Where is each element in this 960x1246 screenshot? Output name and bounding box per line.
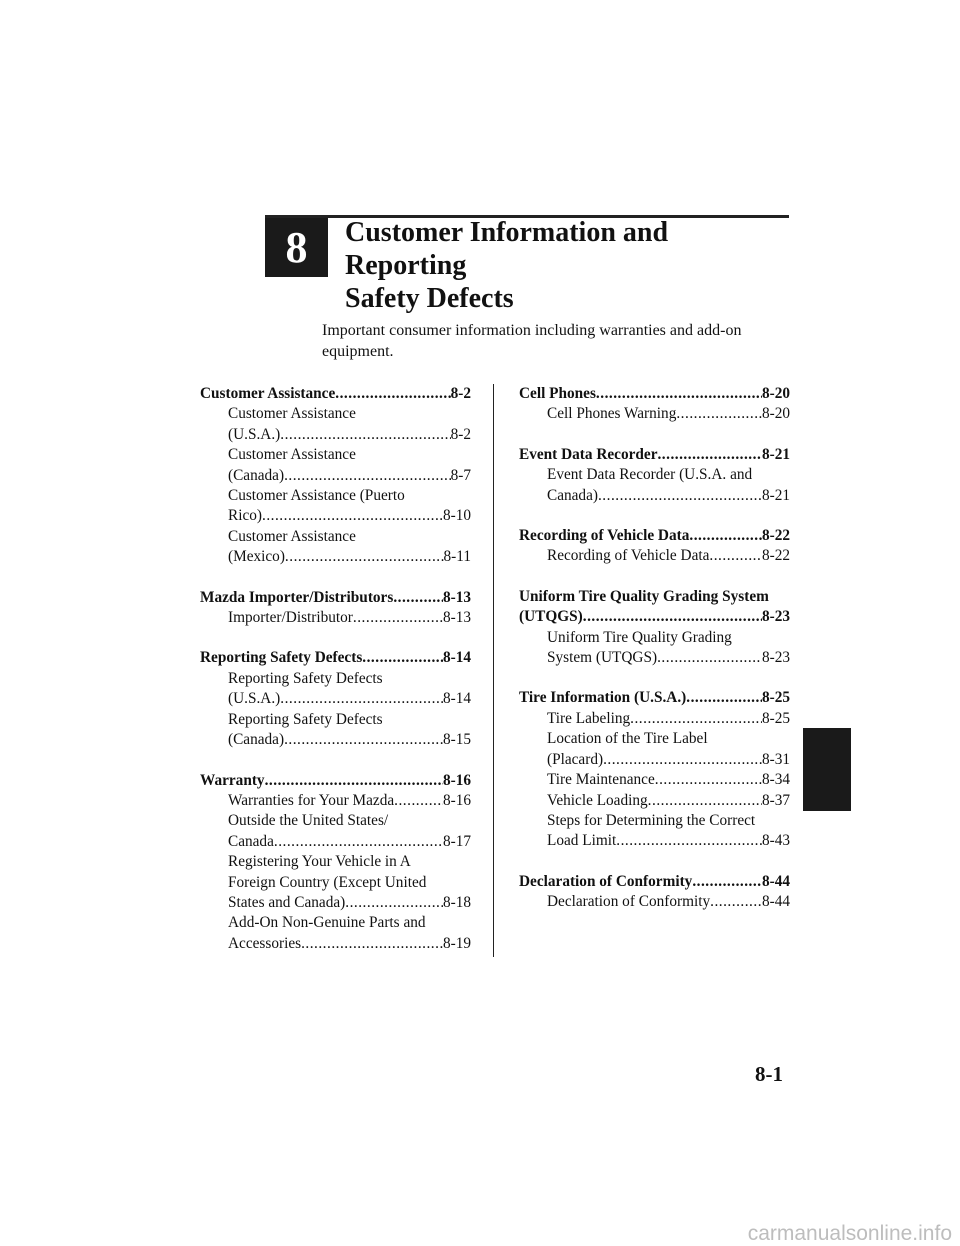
toc-entry[interactable] (519, 628, 790, 669)
toc-entry[interactable] (519, 791, 790, 811)
toc-section (200, 648, 471, 750)
toc-entry-line-text: Canada) (547, 486, 598, 504)
toc-entry-line (228, 832, 471, 852)
toc-entry-line-page: 8-31 (761, 750, 790, 768)
dot-leader (709, 546, 762, 566)
toc-entry-line-text: (Mexico) (228, 548, 285, 566)
toc-entry-line-page: 8-34 (761, 771, 790, 789)
toc-section (519, 587, 790, 669)
toc-entry[interactable] (200, 913, 471, 954)
toc-section-title-line-page: 8-25 (761, 689, 790, 707)
dot-leader (345, 893, 443, 913)
toc-entry-line-page: 8-44 (761, 893, 790, 911)
toc-entry-line-page: 8-7 (450, 466, 471, 484)
toc-section-title-line: Uniform Tire Quality Grading System (519, 587, 769, 605)
toc-entry-line (547, 750, 790, 770)
toc-entry[interactable] (200, 669, 471, 710)
dot-leader (394, 791, 443, 811)
toc-section-title-line-text: Event Data Recorder (519, 445, 658, 463)
toc-entry-line: Customer Assistance (228, 527, 356, 545)
toc-entry-line-text: Recording of Vehicle Data (547, 547, 710, 565)
toc-entry[interactable] (519, 709, 790, 729)
column-divider (493, 384, 494, 957)
toc-entry-line-page: 8-21 (761, 486, 790, 504)
watermark: carmanualsonline.info (747, 1222, 952, 1245)
toc-section-title-line-page: 8-20 (761, 385, 790, 402)
toc-entry-line-text: Importer/Distributor (228, 609, 353, 627)
toc-entry-line: Outside the United States/ (228, 812, 389, 830)
toc-section (200, 771, 471, 955)
toc-entry-line-page: 8-20 (761, 405, 790, 423)
chapter-intro-line-2: equipment. (322, 343, 394, 360)
toc-entry-line-page: 8-13 (442, 609, 471, 627)
toc-section-title-line (519, 526, 790, 546)
toc-entry-line: Customer Assistance (228, 446, 356, 464)
toc-section (519, 384, 790, 425)
dot-leader (648, 791, 762, 811)
toc-entry-line (228, 893, 471, 913)
dot-leader (616, 831, 762, 851)
toc-section-title[interactable] (200, 648, 471, 668)
toc-entry[interactable] (519, 465, 790, 506)
toc-entry-line: Add-On Non-Genuine Parts and (228, 914, 426, 932)
toc-entry-line-page: 8-11 (443, 548, 471, 566)
toc-section (200, 588, 471, 629)
toc-entry-line-text: States and Canada) (228, 893, 346, 911)
toc-section (519, 872, 790, 913)
toc-entry-line-page: 8-37 (761, 791, 790, 809)
page-number: 8-1 (755, 1062, 783, 1086)
toc-entry-line-page: 8-14 (442, 690, 471, 708)
toc-section-title-line-text: Recording of Vehicle Data (519, 527, 690, 545)
dot-leader (274, 832, 443, 852)
dot-leader (630, 709, 762, 729)
chapter-title (345, 216, 795, 315)
dot-leader (335, 384, 450, 404)
dot-leader (603, 750, 762, 770)
toc-entry-line-text: (Placard) (547, 750, 604, 768)
dot-leader (353, 608, 443, 628)
chapter-number: 8 (285, 223, 308, 272)
dot-leader (284, 730, 443, 750)
toc-entry-line (547, 770, 790, 790)
toc-entry-line (547, 546, 790, 566)
toc-entry-line: Event Data Recorder (U.S.A. and (547, 466, 753, 484)
dot-leader (362, 648, 443, 668)
toc-section-title-line-page: 8-2 (450, 385, 471, 402)
toc-entry-line (547, 486, 790, 506)
toc-section-title-line-page: 8-16 (442, 771, 471, 789)
toc-section-title-line-page: 8-22 (761, 527, 790, 545)
toc-entry-line (228, 466, 471, 486)
toc-entry-line-text: Warranties for Your Mazda (228, 791, 395, 809)
toc-entry-line (228, 934, 471, 954)
toc-section-title-line-page: 8-14 (442, 649, 471, 667)
dot-leader (583, 607, 762, 627)
toc-entry-line-text: (U.S.A.) (228, 690, 281, 708)
toc-entry[interactable] (200, 811, 471, 852)
dot-leader (598, 486, 762, 506)
chapter-title-line-1: Customer Information and Reporting (345, 217, 669, 281)
toc-section (200, 384, 471, 568)
toc-entry-line: Uniform Tire Quality Grading (547, 628, 732, 646)
dot-leader (393, 588, 443, 608)
toc-section-title[interactable] (519, 445, 790, 465)
dot-leader (265, 771, 443, 791)
toc-entry-line (547, 831, 790, 851)
toc-entry-line-text: Canada (228, 832, 274, 850)
toc-entry-line (228, 791, 471, 811)
toc-section-title-line (200, 771, 471, 791)
toc-entry-line-page: 8-19 (442, 934, 471, 952)
toc-entry-line-text: (U.S.A.) (228, 425, 281, 443)
dot-leader (280, 689, 443, 709)
toc-entry[interactable] (200, 710, 471, 751)
dot-leader (692, 872, 762, 892)
dot-leader (686, 688, 762, 708)
toc-entry-line-text: Cell Phones Warning (547, 405, 677, 423)
toc-entry-line-page: 8-17 (442, 832, 471, 850)
dot-leader (689, 526, 762, 546)
toc-entry[interactable] (200, 608, 471, 628)
dot-leader (655, 770, 762, 790)
toc-entry-line (228, 730, 471, 750)
toc-section-title[interactable] (200, 384, 471, 404)
toc-section-title-line-page: 8-44 (761, 872, 790, 890)
toc-section-title-line-text: Warranty (200, 771, 265, 789)
toc-entry-line-text: System (UTQGS) (547, 649, 658, 667)
toc-entry[interactable] (200, 791, 471, 811)
toc-entry-line (547, 791, 790, 811)
toc-section-title[interactable] (200, 771, 471, 791)
toc-entry[interactable] (519, 892, 790, 912)
toc-section-title-line-text: Mazda Importer/Distributors (200, 588, 394, 606)
toc-entry[interactable] (200, 445, 471, 486)
toc-entry-line-text: (Canada) (228, 731, 285, 749)
toc-entry-line-text: Tire Maintenance (547, 771, 655, 789)
toc-section-title-line (519, 688, 790, 708)
toc-entry[interactable] (200, 527, 471, 568)
toc-section-title-line (200, 384, 471, 404)
toc-entry-line-page: 8-18 (442, 893, 471, 911)
dot-leader (657, 648, 762, 668)
toc-section-title-line-page: 8-13 (442, 588, 471, 606)
toc-entry[interactable] (519, 729, 790, 770)
toc-entry-line: Reporting Safety Defects (228, 669, 383, 687)
toc-entry-line-page: 8-10 (442, 507, 471, 525)
dot-leader (285, 547, 444, 567)
toc-entry[interactable] (200, 486, 471, 527)
toc-entry-line: Customer Assistance (228, 405, 356, 423)
chapter-intro (322, 320, 792, 362)
toc-section-title[interactable] (519, 587, 790, 628)
chapter-thumb-tab (803, 728, 851, 811)
toc-entry[interactable] (519, 546, 790, 566)
toc-entry[interactable] (519, 404, 790, 424)
toc-entry[interactable] (519, 811, 790, 852)
toc-entry-line (547, 709, 790, 729)
toc-entry-line-text: Tire Labeling (547, 709, 631, 727)
toc-entry[interactable] (200, 404, 471, 445)
toc-section-title-line-text: Customer Assistance (200, 385, 336, 402)
toc-left-column (200, 384, 471, 974)
toc-entry-line: Location of the Tire Label (547, 730, 708, 748)
toc-entry-line-text: Accessories (228, 934, 302, 952)
toc-entry-line-page: 8-23 (761, 649, 790, 667)
toc-entry-line (547, 892, 790, 912)
toc-entry-line: Customer Assistance (Puerto (228, 487, 405, 505)
toc-entry-line (228, 506, 471, 526)
toc-section-title-line-page: 8-23 (761, 608, 790, 626)
toc-section-title[interactable] (519, 526, 790, 546)
toc-section-title[interactable] (200, 588, 471, 608)
dot-leader (676, 404, 762, 424)
chapter-number-badge (265, 218, 328, 277)
dot-leader (710, 892, 762, 912)
toc-entry-line-text: Declaration of Conformity (547, 893, 711, 911)
toc-section-title-line-text: Cell Phones (519, 385, 596, 402)
toc-section-title-line-text: (UTQGS) (519, 608, 583, 626)
toc-section-title-line (200, 648, 471, 668)
toc-section-title-line (200, 588, 471, 608)
toc-entry-line-page: 8-22 (761, 547, 790, 565)
toc-entry-line: Steps for Determining the Correct (547, 811, 756, 829)
toc-entry-line-page: 8-2 (450, 425, 471, 443)
toc-entry-line-text: Vehicle Loading (547, 791, 648, 809)
dot-leader (301, 934, 443, 954)
toc-section-title-line-text: Declaration of Conformity (519, 872, 693, 890)
toc-section-title-line (519, 384, 790, 404)
toc-section (519, 688, 790, 851)
toc-entry-line (228, 689, 471, 709)
dot-leader (284, 466, 451, 486)
toc-section-title-line (519, 445, 790, 465)
toc-section (519, 445, 790, 506)
dot-leader (596, 384, 762, 404)
toc-entry-line (228, 608, 471, 628)
toc-entry-line (547, 648, 790, 668)
toc-entry-line-page: 8-15 (442, 731, 471, 749)
toc-section-title-line (519, 607, 790, 627)
toc-entry-line-text: Load Limit (547, 832, 617, 850)
toc-entry-line (547, 404, 790, 424)
toc-entry[interactable] (200, 852, 471, 913)
toc-right-column (519, 384, 790, 933)
toc-section-title-line-page: 8-21 (761, 445, 790, 463)
toc-section-title-line (519, 872, 790, 892)
toc-entry-line-text: (Canada) (228, 466, 285, 484)
toc-entry-line: Foreign Country (Except United (228, 873, 427, 891)
dot-leader (280, 425, 450, 445)
toc-entry-line: Reporting Safety Defects (228, 710, 383, 728)
toc-entry-line-page: 8-43 (761, 832, 790, 850)
dot-leader (262, 506, 443, 526)
chapter-title-line-2: Safety Defects (345, 283, 514, 314)
chapter-intro-line-1: Important consumer information including warranties and add-on (322, 322, 742, 339)
toc-entry-line: Registering Your Vehicle in A (228, 853, 411, 871)
toc-entry[interactable] (519, 770, 790, 790)
toc-section-title[interactable] (519, 688, 790, 708)
dot-leader (657, 445, 761, 465)
toc-entry-line-page: 8-25 (761, 709, 790, 727)
toc-entry-line (228, 547, 471, 567)
toc-section (519, 526, 790, 567)
toc-entry-line-page: 8-16 (442, 791, 471, 809)
toc-section-title-line-text: Tire Information (U.S.A.) (519, 689, 687, 707)
toc-section-title[interactable] (519, 872, 790, 892)
toc-section-title[interactable] (519, 384, 790, 404)
toc-entry-line (228, 425, 471, 445)
toc-section-title-line-text: Reporting Safety Defects (200, 649, 363, 667)
toc-entry-line-text: Rico) (228, 507, 262, 525)
